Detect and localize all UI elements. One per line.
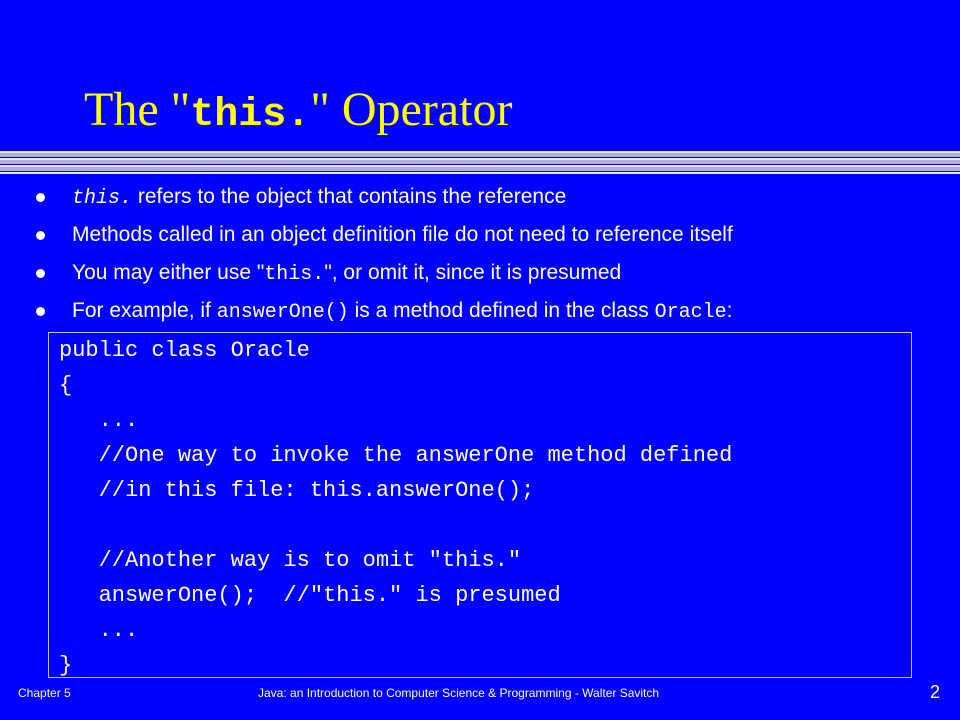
- code-line: answerOne(); //"this." is presumed: [59, 583, 561, 608]
- code-line: }: [59, 653, 73, 678]
- bullet-text-part: is a method defined in the class: [348, 299, 655, 322]
- slide-title: [84, 80, 512, 146]
- inline-code: answerOne(): [216, 301, 349, 324]
- bullet-text-part: ", or omit it, since it is presumed: [324, 261, 622, 284]
- code-line: //Another way is to omit "this.": [59, 548, 522, 573]
- code-line: //One way to invoke the answerOne method defined: [59, 443, 733, 468]
- inline-code: this.: [72, 187, 133, 210]
- title-prefix: The ": [84, 83, 191, 136]
- code-line: public class Oracle: [59, 338, 310, 363]
- bullet-text: [72, 178, 566, 218]
- inline-code: this.: [264, 263, 325, 286]
- bullet-text-part: You may either use ": [72, 261, 265, 284]
- footer-course: Java: an Introduction to Computer Science & Programming - Walter Savitch: [258, 686, 660, 700]
- bullet-text: [72, 254, 621, 294]
- bullet-dot-icon: [36, 231, 45, 240]
- code-line: ...: [59, 408, 139, 433]
- bullet-dot-icon: [36, 193, 45, 202]
- bullet-dot-icon: [36, 269, 45, 278]
- page-number: 2: [929, 682, 940, 702]
- code-line: //in this file: this.answerOne();: [59, 478, 535, 503]
- bullet-dot-icon: [36, 307, 45, 316]
- inline-code: Oracle: [654, 301, 727, 324]
- bullet-text-part: :: [726, 299, 733, 322]
- bullet-text: Methods called in an object definition file do not need to reference itself: [72, 223, 733, 246]
- code-line: {: [59, 373, 73, 398]
- footer-chapter: Chapter 5: [18, 686, 71, 700]
- title-suffix: " Operator: [310, 83, 513, 136]
- bullet-text-part: refers to the object that contains the reference: [132, 185, 567, 208]
- bullet-text-part: For example, if: [72, 299, 217, 322]
- title-divider: [0, 151, 960, 177]
- code-example-box: [48, 332, 912, 678]
- bullet-text: [72, 292, 732, 332]
- title-code: this.: [190, 93, 311, 138]
- code-line: ...: [59, 618, 139, 643]
